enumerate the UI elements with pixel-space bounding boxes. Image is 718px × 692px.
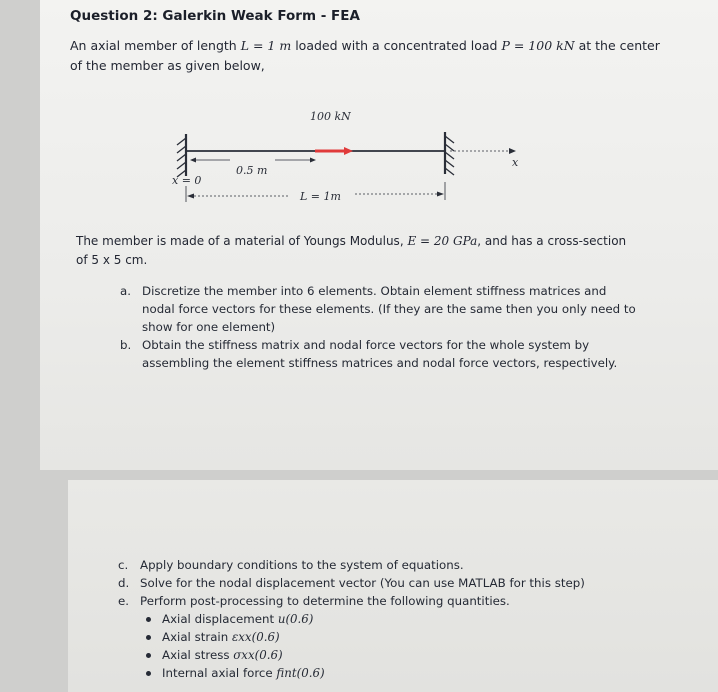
bullet-icon: [146, 617, 151, 622]
task-text: Apply boundary conditions to the system of equations.: [140, 558, 464, 572]
bullet-icon: [146, 653, 151, 658]
quantity-math: fint(0.6): [276, 666, 325, 680]
task-list-part-2: [118, 556, 638, 682]
task-label: e.: [118, 594, 130, 608]
quantity-item: [140, 664, 638, 682]
problem-statement: [70, 36, 670, 76]
material-text-3: of 5 x 5 cm.: [76, 253, 148, 267]
quantity-text: Axial strain: [162, 630, 232, 644]
half-dimension-arrow-right: [310, 158, 316, 163]
intro-text-1: An axial member of length: [70, 38, 241, 53]
task-list-part-1: [120, 282, 640, 372]
material-text-2: , and has a cross-section: [477, 234, 627, 248]
half-dimension-arrow-left: [190, 158, 196, 163]
quantity-math: εxx(0.6): [231, 630, 280, 644]
task-item-c: [118, 556, 638, 574]
length-equation: L = 1 m: [240, 38, 292, 53]
task-label: d.: [118, 576, 130, 590]
task-label: c.: [118, 558, 129, 572]
quantity-item: [140, 628, 638, 646]
task-label: b.: [120, 338, 132, 352]
quantity-math: σxx(0.6): [233, 648, 283, 662]
intro-text-3: at the center: [574, 38, 660, 53]
quantity-text: Axial stress: [162, 648, 234, 662]
half-length-label: 0.5 m: [236, 164, 268, 177]
load-equation: P = 100 kN: [501, 38, 575, 53]
material-text-1: The member is made of a material of Youngs Modulus,: [76, 234, 408, 248]
x-axis-label: x: [512, 156, 519, 169]
intro-text-4: of the member as given below,: [70, 58, 265, 73]
quantity-math: u(0.6): [277, 612, 314, 626]
right-wall-hatch: [445, 136, 454, 175]
origin-label: x = 0: [172, 174, 202, 187]
task-text: Perform post-processing to determine the following quantities.: [140, 594, 510, 608]
quantity-text: Axial displacement: [162, 612, 278, 626]
length-arrow-right: [437, 192, 444, 197]
task-text: Discretize the member into 6 elements. Obtain element stiffness matrices and nodal force vectors for these elements. (If they are the same then you only need to show for one element): [142, 284, 636, 334]
left-wall-hatch: [177, 138, 186, 177]
x-axis-arrowhead: [509, 148, 516, 154]
task-text: Obtain the stiffness matrix and nodal force vectors for the whole system by assembling the element stiffness matrices and nodal force vectors, respectively.: [142, 338, 618, 370]
task-item-e: [118, 592, 638, 682]
total-length-label: L = 1m: [300, 190, 341, 203]
load-arrowhead: [344, 147, 353, 155]
task-item-d: [118, 574, 638, 592]
task-item-a: [120, 282, 640, 336]
youngs-modulus-equation: E = 20 GPa: [407, 234, 478, 248]
quantity-text: Internal axial force: [162, 666, 277, 680]
intro-text-2: loaded with a concentrated load: [291, 38, 502, 53]
task-label: a.: [120, 284, 131, 298]
task-text: Solve for the nodal displacement vector (You can use MATLAB for this step): [140, 576, 585, 590]
quantity-item: [140, 646, 638, 664]
axial-member-diagram: [160, 104, 540, 214]
material-statement: [76, 232, 636, 270]
bullet-icon: [146, 671, 151, 676]
bullet-icon: [146, 635, 151, 640]
length-arrow-left: [187, 194, 194, 199]
task-item-b: [120, 336, 640, 372]
question-title: Question 2: Galerkin Weak Form - FEA: [70, 8, 360, 24]
load-label: 100 kN: [310, 110, 351, 123]
quantity-list: [140, 610, 638, 682]
quantity-item: [140, 610, 638, 628]
